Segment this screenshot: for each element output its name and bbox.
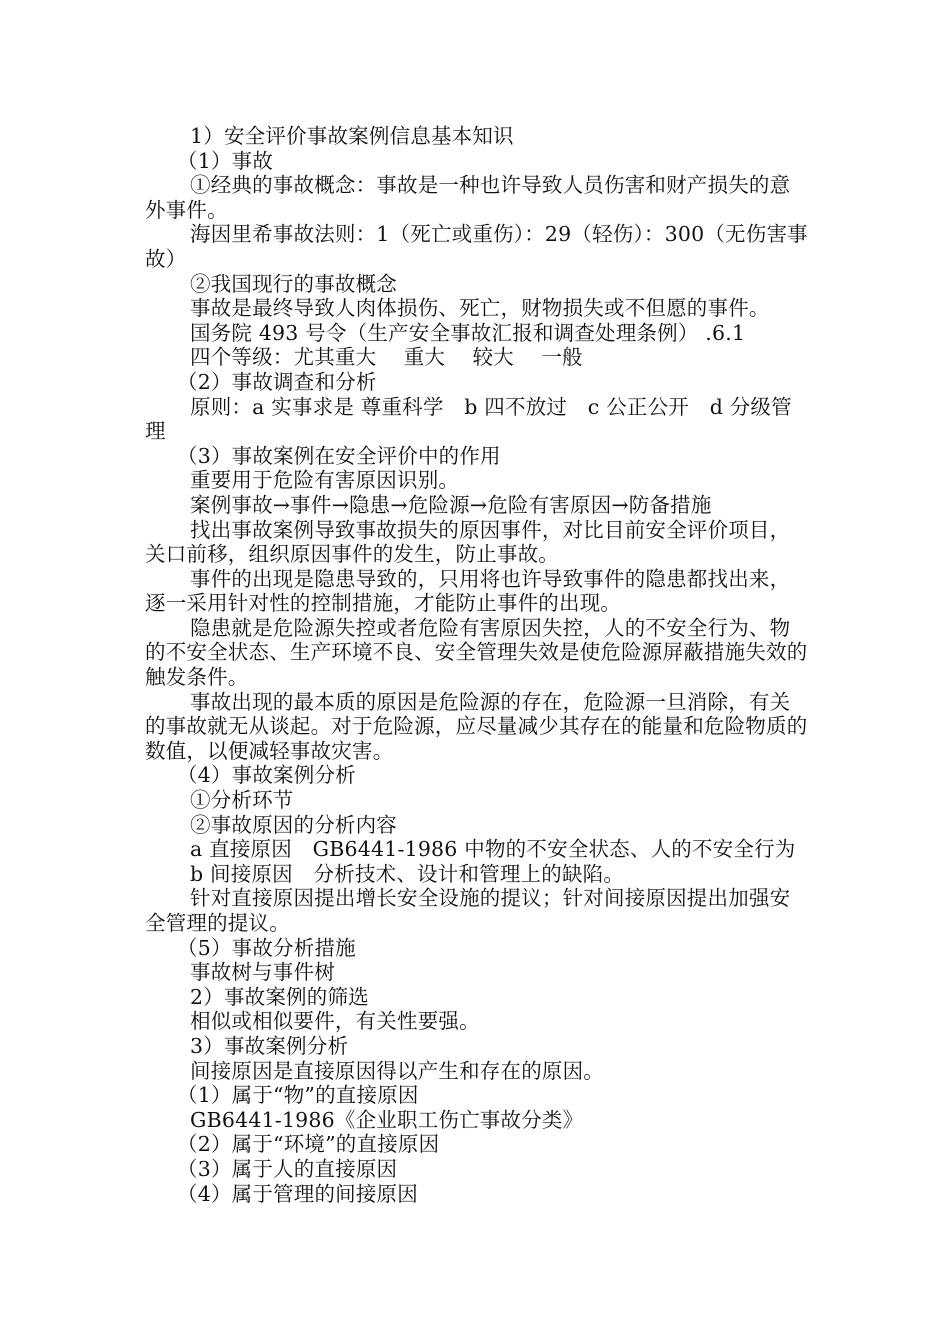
paragraph: 海因里希事故法则：1（死亡或重伤）：29（轻伤）：300（无伤害事故） xyxy=(145,222,808,271)
subsection-heading: （2）事故调查和分析 xyxy=(177,369,377,394)
subsection-heading: （2）属于“环境”的直接原因 xyxy=(177,1132,440,1157)
paragraph: 间接原因是直接原因得以产生和存在的原因。 xyxy=(190,1058,604,1083)
paragraph: ②事故原因的分析内容 xyxy=(190,812,397,837)
subsection-heading: （3）属于人的直接原因 xyxy=(177,1156,398,1181)
section-heading: 2）事故案例的筛选 xyxy=(190,984,369,1009)
paragraph: ①经典的事故概念：事故是一种也许导致人员伤害和财产损失的意外事件。 xyxy=(145,173,791,222)
paragraph: 隐患就是危险源失控或者危险有害原因失控，人的不安全行为、物的不安全状态、生产环境不良、安全管理失效是使危险源屏蔽措施失效的触发条件。 xyxy=(145,615,808,690)
document-body xyxy=(145,124,810,1206)
paragraph: 事故出现的最本质的原因是危险源的存在，危险源一旦消除，有关的事故就无从谈起。对于危险源，应尽量减少其存在的能量和危险物质的数值，以便减轻事故灾害。 xyxy=(145,689,808,763)
paragraph: 事故是最终导致人肉体损伤、死亡，财物损失或不但愿的事件。 xyxy=(190,296,770,321)
paragraph: b 间接原因 分析技术、设计和管理上的缺陷。 xyxy=(190,861,625,886)
section-heading: 3）事故案例分析 xyxy=(190,1033,349,1058)
paragraph: GB6441-1986《企业职工伤亡事故分类》 xyxy=(190,1107,584,1132)
paragraph: 重要用于危险有害原因识别。 xyxy=(190,468,460,493)
paragraph: 四个等级：尤其重大 重大 较大 一般 xyxy=(190,345,583,370)
subsection-heading: （4）属于管理的间接原因 xyxy=(177,1181,418,1206)
paragraph: 针对直接原因提出增长安全设施的提议；针对间接原因提出加强安全管理的提议。 xyxy=(145,886,791,935)
paragraph: 国务院 493 号令（生产安全事故汇报和调查处理条例） .6.1 xyxy=(190,320,746,345)
subsection-heading: （1）属于“物”的直接原因 xyxy=(177,1083,419,1108)
paragraph: 原则：a 实事求是 尊重科学 b 四不放过 c 公正公开 d 分级管理 xyxy=(145,394,792,444)
subsection-heading: （3）事故案例在安全评价中的作用 xyxy=(177,443,501,468)
subsection-heading: （5）事故分析措施 xyxy=(177,935,356,960)
paragraph: a 直接原因 GB6441-1986 中物的不安全状态、人的不安全行为 xyxy=(190,837,796,862)
section-heading: 1）安全评价事故案例信息基本知识 xyxy=(190,124,514,148)
paragraph: 案例事故→事件→隐患→危险源→危险有害原因→防备措施 xyxy=(190,492,712,517)
paragraph: ①分析环节 xyxy=(190,788,294,813)
subsection-heading: （1）事故 xyxy=(177,148,274,173)
paragraph: 事故树与事件树 xyxy=(190,960,335,985)
paragraph: 相似或相似要件，有关性要强。 xyxy=(190,1009,480,1034)
paragraph: 事件的出现是隐患导致的，只用将也许导致事件的隐患都找出来，逐一采用针对性的控制措施，才能防止事件的出现。 xyxy=(145,566,791,616)
paragraph: ②我国现行的事故概念 xyxy=(190,271,397,296)
paragraph: 找出事故案例导致事故损失的原因事件，对比目前安全评价项目，关口前移，组织原因事件的发生，防止事故。 xyxy=(145,517,791,567)
subsection-heading: （4）事故案例分析 xyxy=(177,763,356,788)
